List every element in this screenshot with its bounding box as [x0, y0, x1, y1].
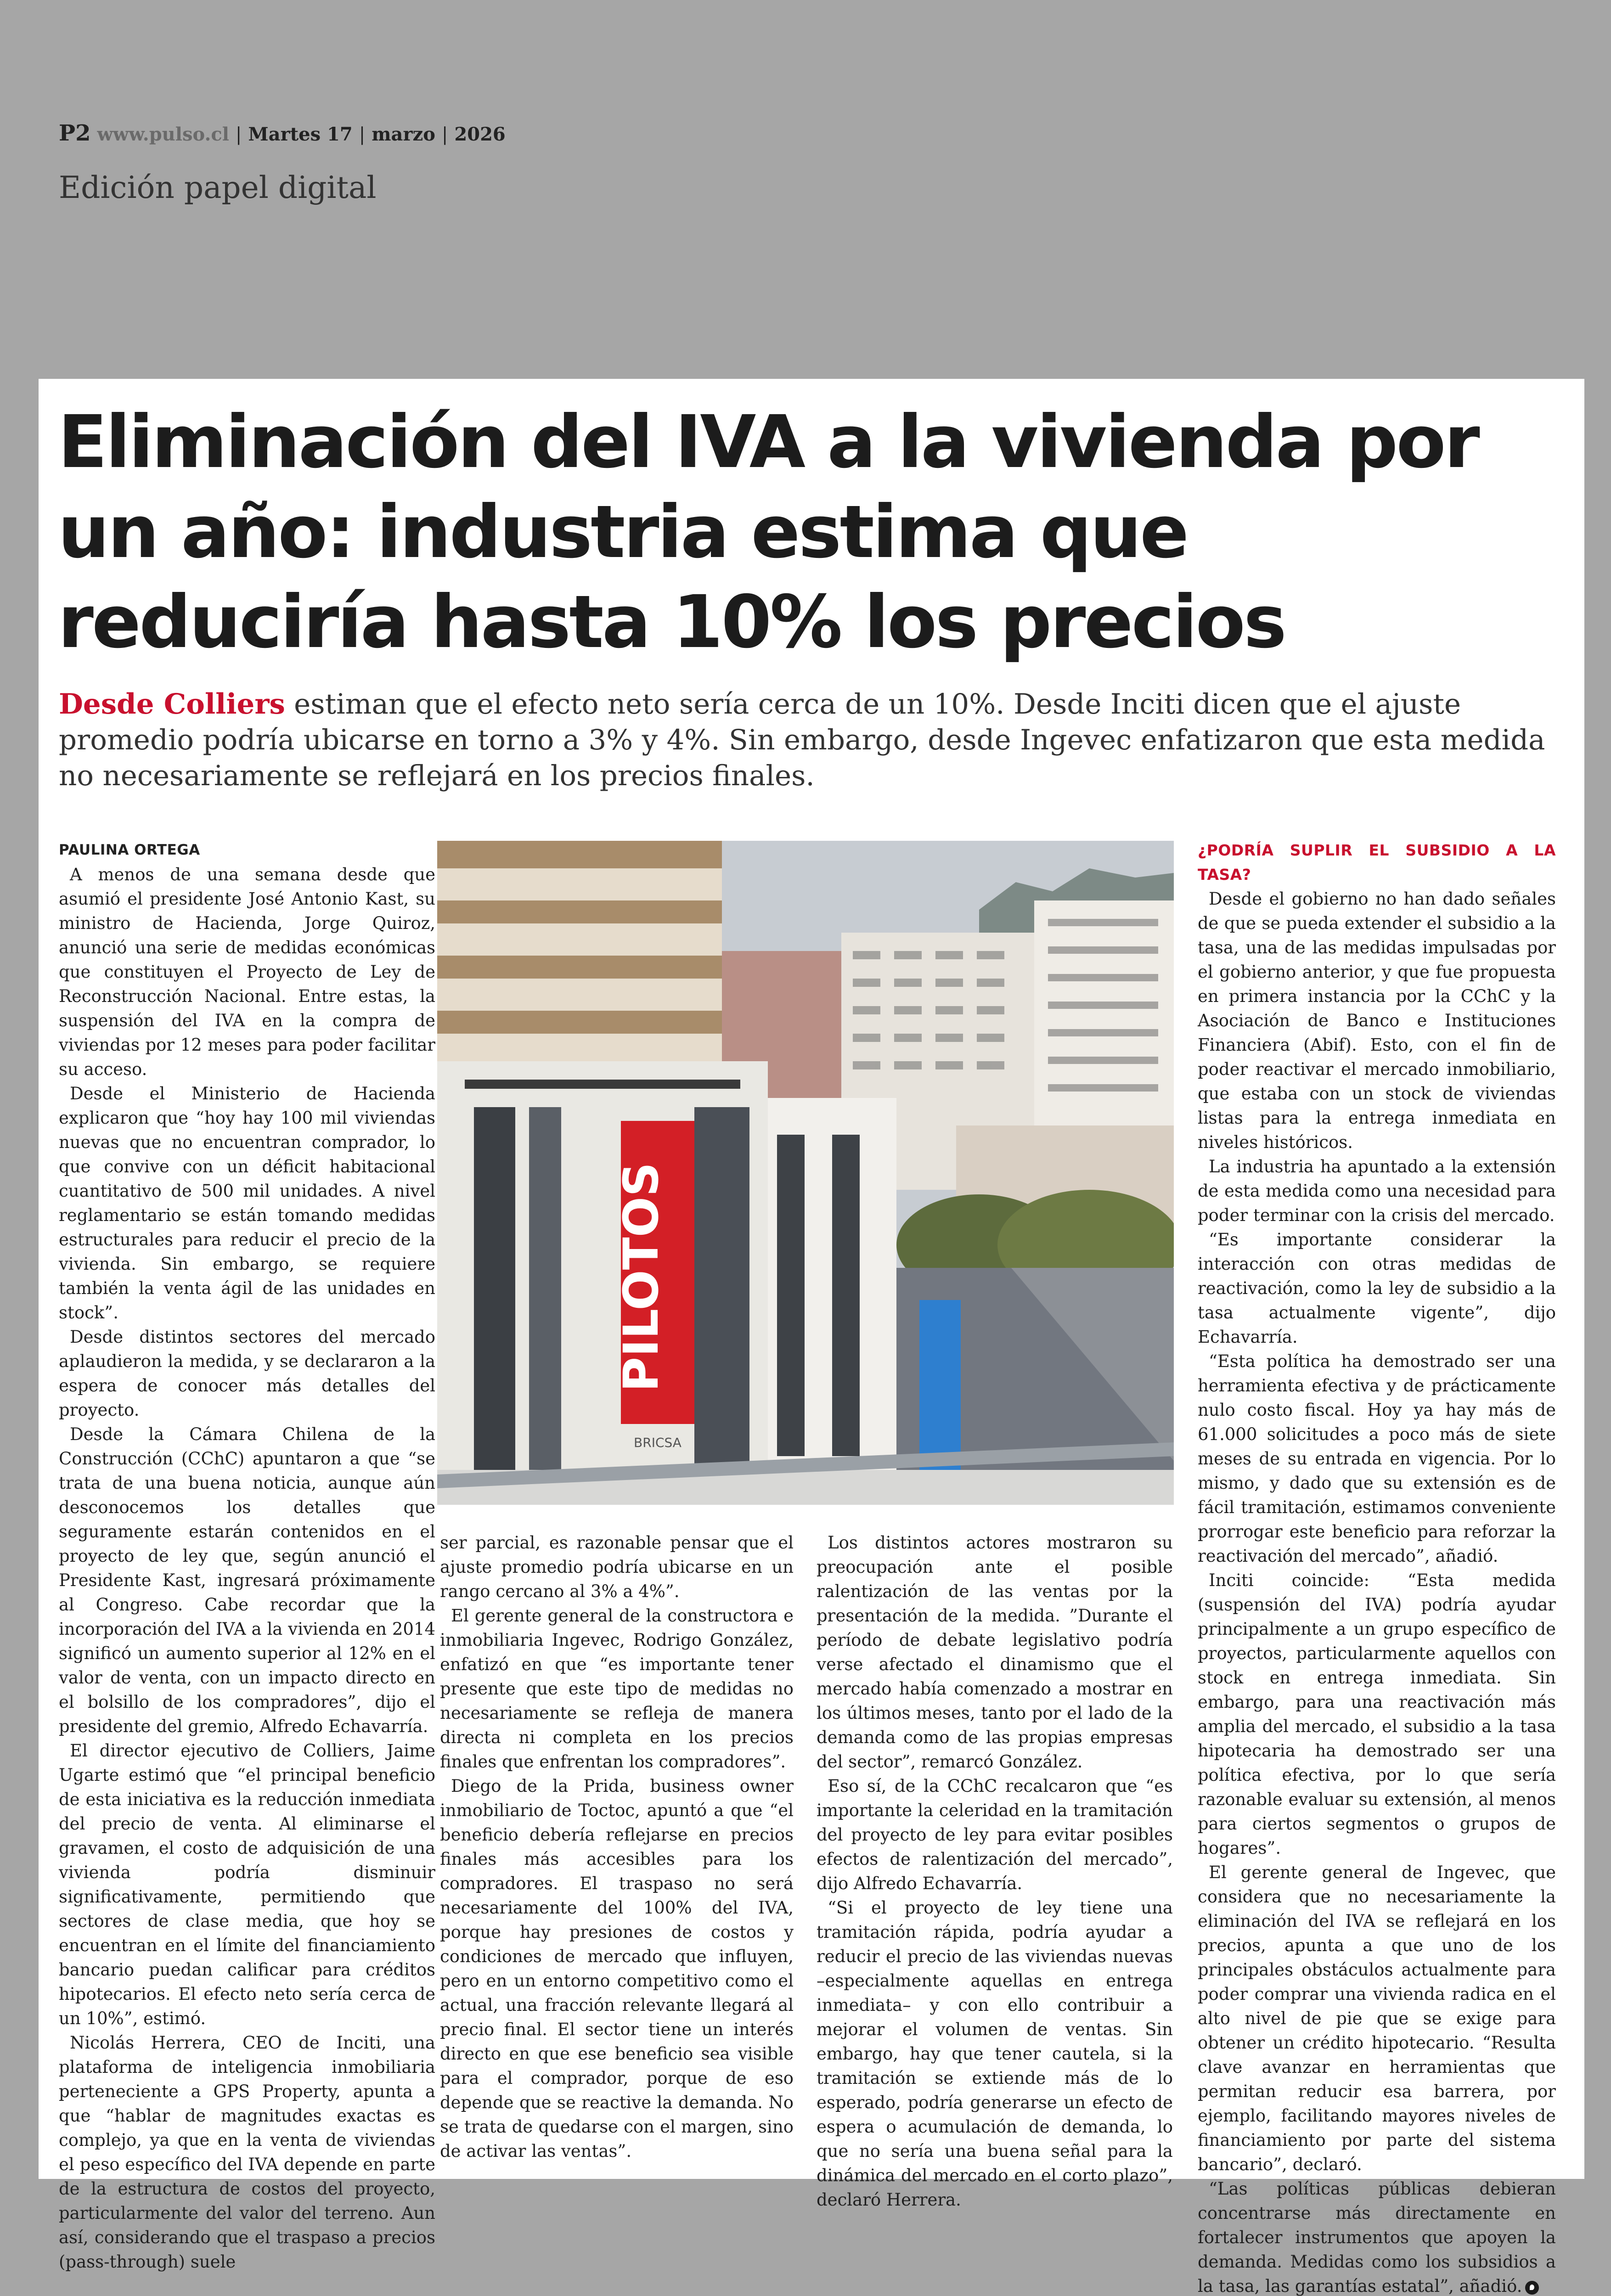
- last-paragraph: [1198, 2177, 1556, 2296]
- photo-brand-text: BRICSA: [634, 1435, 682, 1450]
- site-url[interactable]: www.pulso.cl: [97, 124, 229, 145]
- paragraph: La industria ha apuntado a la extensión de esta medida como una necesidad para poder terminar con la crisis del mercado.: [1198, 1157, 1556, 1225]
- paragraph: El director ejecutivo de Colliers, Jaime Ugarte estimó que “el principal beneficio de esta iniciativa es la reducción inmediata del precio de venta. Al eliminarse el gravamen, el costo de adquisición de una vivienda podría disminuir significativamente, permitiendo que sectores de clase media, que hoy se encuentran en el límite del financiamiento bancario puedan calificar para créditos hipotecarios. El efecto neto sería cerca de un 10%”, estimó.: [59, 1741, 435, 2028]
- paragraph: “Si el proyecto de ley tiene una tramitación rápida, podría ayudar a reducir el precio de las viviendas nuevas –especialmente aquellas en entrega inmediata– y con ello contribuir a mejorar el volumen de ventas. Sin embargo, hay que tener cautela, si la tramitación se extiende más de lo esperado, podría generarse un efecto de espera o acumulación de demanda, lo que no sería una buena señal para la dinámica del mercado en el corto plazo”, declaró Herrera.: [817, 1898, 1173, 2210]
- section-subhead: ¿PODRÍA SUPLIR EL SUBSIDIO A LA TASA?: [1198, 841, 1556, 884]
- building-photo: [437, 841, 1174, 1505]
- paragraph: Desde la Cámara Chilena de la Construcción (CChC) apuntaron a que “se trata de una buena noticia, aunque aún desconocemos los detalles que seguramente estarán contenidos en el proyecto de ley que, según anunció el Presidente Kast, ingresará próximamente al Congreso. Cabe recordar que la incorporación del IVA a la vivienda en 2014 significó un aumento superior al 12% en el valor de venta, con un impacto directo en el bolsillo de los compradores”, dijo el presidente del gremio, Alfredo Echavarría.: [59, 1424, 435, 1736]
- deck: [59, 687, 1556, 794]
- column-1: [59, 838, 435, 2274]
- paragraph: “Esta política ha demostrado ser una herramienta efectiva y de prácticamente nulo costo fiscal. Hoy ya hay más de 61.000 solicitudes a poco más de siete meses de su entrada en vigencia. Por lo mismo, y dado que su extensión es de fácil tramitación, estimamos conveniente prorrogar este beneficio para reforzar la reactivación del mercado”, añadió.: [1198, 1351, 1556, 1566]
- issue-year: 2026: [454, 124, 506, 145]
- paragraph: Desde el gobierno no han dado señales de que se pueda extender el subsidio a la tasa, una de las medidas impulsadas por el gobierno anterior, y que fue propuesta en primera instancia por la CChC y la Asociación de Banco e Instituciones Financiera (Abif). Esto, con el fin de poder reactivar el mercado inmobiliario, que estaba con un stock de viviendas listas para la entrega inmediata en niveles históricos.: [1198, 889, 1556, 1152]
- paragraph: Nicolás Herrera, CEO de Inciti, una plataforma de inteligencia inmobiliaria perteneciente a GPS Property, apunta a que “hablar de magnitudes exactas es complejo, ya que en la venta de viviendas el peso específico del IVA depende en parte de la estructura de costos del proyecto, particularmente del valor del terreno. Aun así, considerando que el traspaso a precios (pass-through) suele: [59, 2033, 435, 2272]
- paragraph: Inciti coincide: “Esta medida (suspensión del IVA) podría ayudar principalmente a un grupo específico de proyectos, particularmente aquellos con stock en entrega inmediata. Sin embargo, para una reactivación más amplia del mercado, el subsidio a la tasa hipotecaria ha demostrado ser una política efectiva, por lo que sería razonable evaluar su extensión, al menos para ciertos segmentos o grupos de hogares”.: [1198, 1570, 1556, 1858]
- paragraph: ser parcial, es razonable pensar que el ajuste promedio podría ubicarse en un rango cercano al 3% a 4%”.: [440, 1533, 794, 1601]
- issue-month: marzo: [372, 124, 435, 145]
- paragraph: El gerente general de Ingevec, que considera que no necesariamente la eliminación del IVA se reflejará en los precios, apunta a que uno de los principales obstáculos actualmente para poder comprar una vivienda radica en el alto nivel de pie que se exige para obtener un crédito hipotecario. “Resulta clave avanzar en herramientas que permitan reducir esa barrera, por ejemplo, facilitando mayores niveles de financiamiento por parte del sistema bancario”, declaró.: [1198, 1863, 1556, 2174]
- paragraph: Diego de la Prida, business owner inmobiliario de Toctoc, apuntó a que “el beneficio debería reflejarse en precios finales más accesibles para los compradores. El traspaso no será necesariamente del 100% del IVA, porque hay presiones de costos y condiciones de mercado que influyen, pero en un entorno competitivo como el actual, una fracción relevante llegará al precio final. El sector tiene un interés directo en que ese beneficio sea visible para el comprador, porque de eso depende que se reactive la demanda. No se trata de quedarse con el margen, sino de activar las ventas”.: [440, 1776, 794, 2161]
- masthead-bar: P2 www.pulso.cl | Martes 17 | marzo | 2026: [59, 120, 506, 146]
- paragraph: A menos de una semana desde que asumió el presidente José Antonio Kast, su ministro de Hacienda, Jorge Quiroz, anunció una serie de medidas económicas que constituyen el Proyecto de Ley de Reconstrucción Nacional. Entre estas, la suspensión del IVA en la compra de viviendas por 12 meses para poder facilitar su acceso.: [59, 865, 435, 1079]
- building-illustration: [437, 841, 1174, 1505]
- page-number: P2: [59, 120, 91, 146]
- column-3: [817, 1531, 1173, 2212]
- paragraph: Los distintos actores mostraron su preocupación ante el posible ralentización de las ventas por la presentación de la medida. ”Durante el período de debate legislativo podría verse afectado el dinamismo que el mercado había comenzado a mostrar en los últimos meses, tanto por el lado de la demanda como de las propias empresas del sector”, remarcó González.: [817, 1533, 1173, 1772]
- column-4: [1198, 838, 1556, 2296]
- paragraph: El gerente general de la constructora e inmobiliaria Ingevec, Rodrigo González, enfatizó en que “es importante tener presente que este tipo de medidas no necesariamente se refleja de manera directa ni completa en los precios finales que enfrentan los compradores”.: [440, 1606, 794, 1772]
- deck-lead: Desde Colliers: [59, 688, 285, 720]
- paragraph: Desde distintos sectores del mercado aplaudieron la medida, y se declararon a la espera de conocer más detalles del proyecto.: [59, 1327, 435, 1420]
- column-2: [440, 1531, 794, 2163]
- paragraph: “Es importante considerar la interacción con otras medidas de reactivación, como la ley de subsidio a la tasa actualmente vigente”, dijo Echavarría.: [1198, 1230, 1556, 1347]
- paragraph-text: “Las políticas públicas debieran concentrarse más directamente en fortalecer instrumentos que apoyen la demanda. Medidas como los subsidios a la tasa, las garantías estatal”, añadió.: [1198, 2179, 1556, 2296]
- byline: PAULINA ORTEGA: [59, 842, 200, 858]
- paragraph: Eso sí, de la CChC recalcaron que “es importante la celeridad en la tramitación del proyecto de ley para evitar posibles efectos de ralentización del mercado”, dijo Alfredo Echavarría.: [817, 1776, 1173, 1893]
- end-mark-icon: [1525, 2281, 1539, 2295]
- paragraph: Desde el Ministerio de Hacienda explicaron que “hoy hay 100 mil viviendas nuevas que no encuentran comprador, lo que convive con un déficit habitacional cuantitativo de 500 mil unidades. A nivel reglamentario se están tomando medidas estructurales para reducir el precio de la vivienda. Sin embargo, se requiere también la venta ágil de las unidades en stock”.: [59, 1084, 435, 1322]
- headline: Eliminación del IVA a la vivienda por un año: industria estima que reduciría hasta 10% los precios: [58, 400, 1478, 664]
- newspaper-page: [39, 379, 1584, 2296]
- issue-day: Martes 17: [248, 124, 353, 145]
- edition-label: Edición papel digital: [59, 170, 377, 205]
- deck-text: estiman que el efecto neto sería cerca de un 10%. Desde Inciti dicen que el ajuste promedio podría ubicarse en torno a 3% y 4%. Sin embargo, desde Ingevec enfatizaron que esta medida no necesariamente se reflejará en los precios finales.: [59, 688, 1545, 792]
- photo-sign-text: PILOTOS: [613, 1162, 669, 1392]
